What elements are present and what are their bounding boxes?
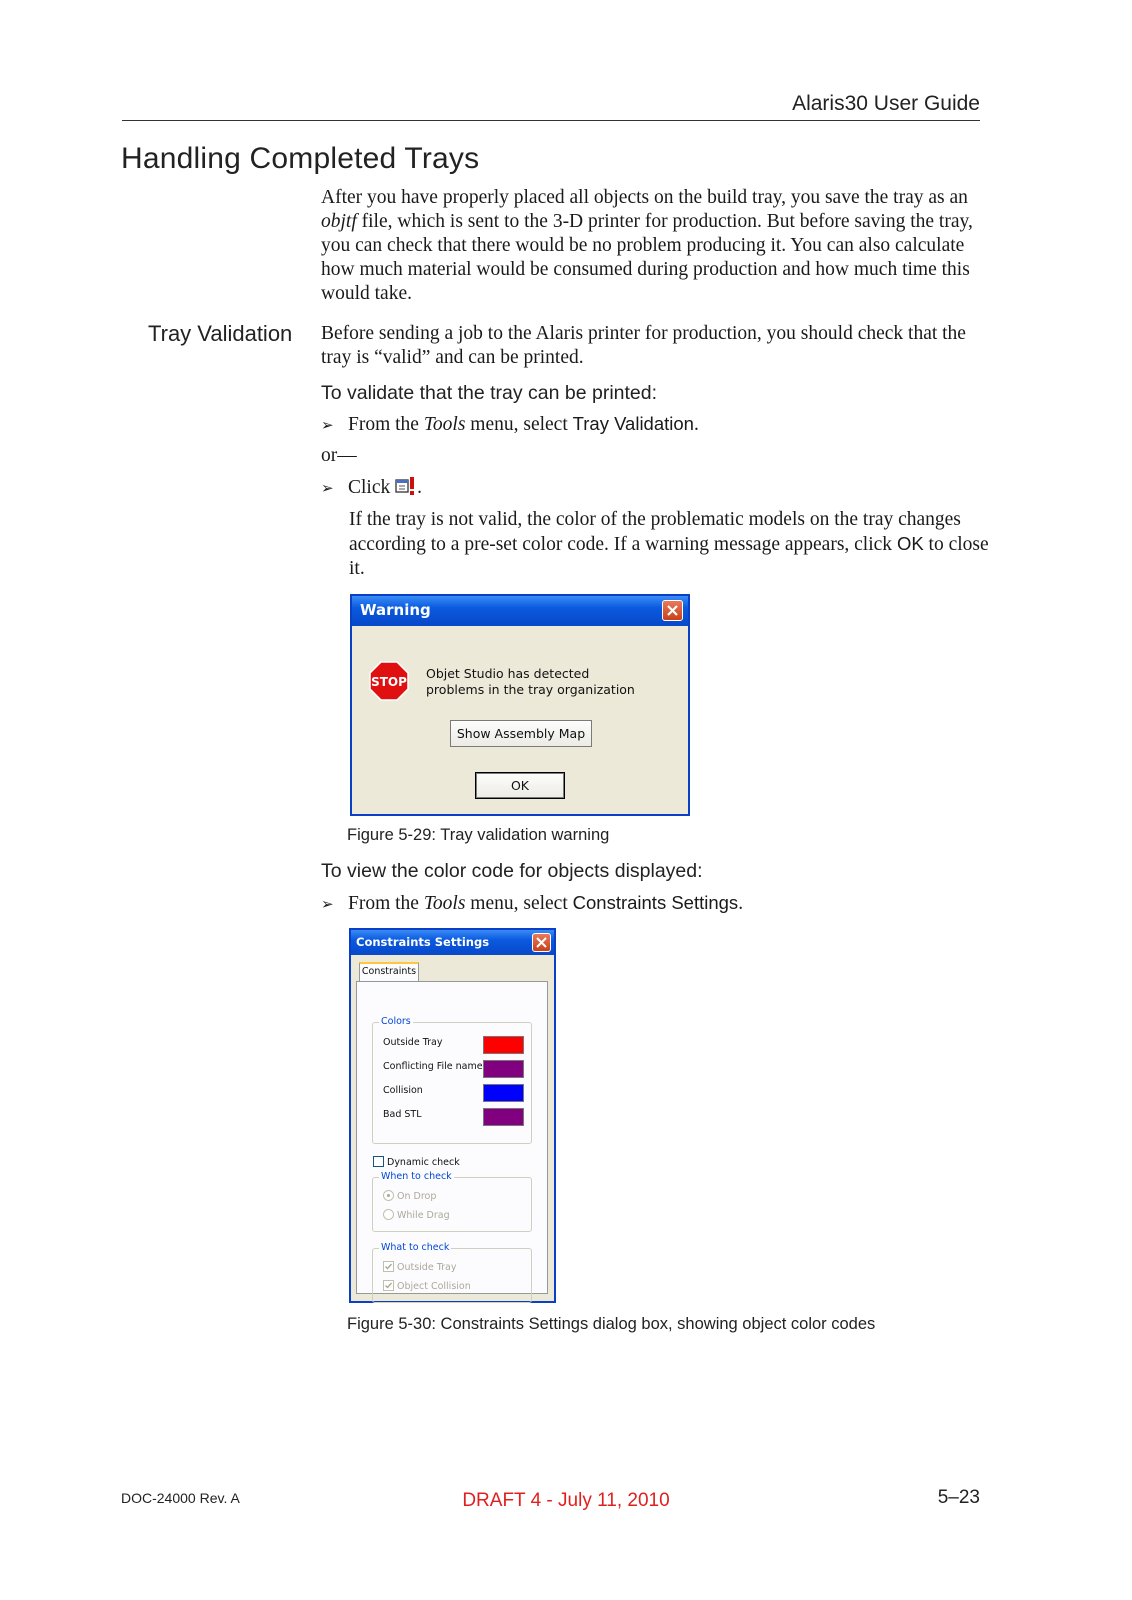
intro-text-2: file, which is sent to the 3-D printer for production. But before saving the tray, you can check that there would be no problem producing it. You can also calculate how much material would be consumed during production and how much time this would take. — [321, 211, 973, 304]
menu-name: Tools — [423, 414, 466, 435]
result-text-1: If the tray is not valid, the color of the problematic models on the tray changes according to a pre-set color code. If a warning message appears, click — [349, 509, 961, 555]
dynamic-check-row[interactable] — [373, 1156, 460, 1168]
colors-group — [372, 1016, 532, 1144]
bullet-arrow-icon: ➢ — [321, 479, 334, 497]
step-text: . — [417, 477, 422, 498]
close-button[interactable] — [532, 933, 551, 952]
step-text: From the — [348, 414, 424, 435]
close-icon — [666, 604, 679, 617]
colors-group-label: Colors — [381, 1016, 411, 1027]
checkbox-label: Outside Tray — [397, 1262, 457, 1273]
intro-filetype: objtf — [321, 211, 357, 232]
warning-dialog — [350, 594, 690, 816]
bullet-arrow-icon: ➢ — [321, 895, 334, 913]
color-swatch-collision[interactable] — [483, 1084, 524, 1102]
result-text-2: to close it. — [349, 534, 989, 579]
procedure-heading-color-code: To view the color code for objects displayed: — [321, 860, 703, 882]
step-text: From the — [348, 893, 424, 914]
dynamic-check-checkbox[interactable] — [373, 1156, 384, 1167]
checkbox-checked-icon — [383, 1280, 394, 1291]
color-label-conflicting-file-name: Conflicting File name — [383, 1061, 483, 1072]
constraints-settings-dialog — [349, 928, 556, 1303]
validation-paragraph: Before sending a job to the Alaris printer for production, you should check that the tray is “valid” and can be printed. — [321, 323, 966, 368]
tab-constraints[interactable]: Constraints — [359, 962, 419, 982]
footer-doc-id: DOC-24000 Rev. A — [121, 1490, 240, 1506]
color-label-bad-stl: Bad STL — [383, 1109, 422, 1120]
color-swatch-bad-stl[interactable] — [483, 1108, 524, 1126]
step-text: menu, select — [465, 893, 573, 914]
when-to-check-label: When to check — [381, 1171, 452, 1182]
checkbox-label: Object Collision — [397, 1281, 471, 1292]
step-click-icon — [321, 476, 422, 500]
header-rule — [122, 120, 980, 121]
or-separator: or— — [321, 445, 357, 466]
constraints-tab-panel — [356, 981, 548, 1294]
close-icon — [535, 936, 548, 949]
radio-selected-icon — [383, 1190, 394, 1201]
color-swatch-conflicting-file-name[interactable] — [483, 1060, 524, 1078]
ok-button[interactable]: OK — [475, 772, 565, 799]
check-outside-tray[interactable] — [383, 1261, 456, 1273]
command-name: Tray Validation — [572, 413, 694, 434]
what-to-check-label: What to check — [381, 1242, 450, 1253]
section-title: Handling Completed Trays — [121, 142, 480, 175]
checkbox-checked-icon — [383, 1261, 394, 1272]
ok-term: OK — [896, 533, 924, 554]
warning-message-line: Objet Studio has detected — [426, 666, 590, 681]
step-tools-menu — [321, 412, 699, 437]
running-header: Alaris30 User Guide — [792, 92, 980, 115]
step-text: Click — [348, 477, 396, 498]
command-name: Constraints Settings — [572, 892, 739, 913]
footer-draft-stamp: DRAFT 4 - July 11, 2010 — [462, 1490, 670, 1511]
close-button[interactable] — [662, 600, 683, 621]
constraints-title: Constraints Settings — [356, 935, 490, 949]
warning-title: Warning — [360, 601, 431, 619]
color-swatch-outside-tray[interactable] — [483, 1036, 524, 1054]
radio-on-drop[interactable] — [383, 1190, 436, 1202]
step-text: . — [693, 414, 699, 435]
radio-empty-icon — [383, 1209, 394, 1220]
stop-sign-icon — [369, 661, 409, 701]
menu-name: Tools — [423, 893, 466, 914]
step-text: menu, select — [465, 414, 573, 435]
when-to-check-group — [372, 1171, 532, 1232]
stop-sign-label: STOP — [371, 675, 407, 689]
bullet-arrow-icon: ➢ — [321, 416, 334, 434]
figure-caption: Figure 5-30: Constraints Settings dialog box, showing object color codes — [347, 1315, 876, 1333]
tray-validation-icon — [395, 476, 417, 496]
warning-body — [355, 626, 685, 811]
intro-paragraph — [321, 186, 981, 306]
show-assembly-map-button[interactable]: Show Assembly Map — [450, 720, 592, 747]
result-paragraph — [349, 508, 989, 581]
step-text: . — [738, 893, 744, 914]
constraints-titlebar — [351, 930, 554, 955]
step-constraints-settings — [321, 891, 743, 916]
radio-label: While Drag — [397, 1210, 450, 1221]
figure-caption: Figure 5-29: Tray validation warning — [347, 826, 610, 844]
warning-message-line: problems in the tray organization — [426, 682, 635, 697]
procedure-heading-validate: To validate that the tray can be printed: — [321, 382, 658, 404]
intro-text-1: After you have properly placed all objects on the build tray, you save the tray as an — [321, 187, 968, 208]
what-to-check-group — [372, 1242, 532, 1303]
radio-label: On Drop — [397, 1191, 437, 1202]
color-label-collision: Collision — [383, 1085, 423, 1096]
warning-titlebar — [352, 596, 688, 626]
radio-while-drag[interactable] — [383, 1209, 450, 1221]
side-heading-tray-validation: Tray Validation — [148, 321, 293, 346]
color-label-outside-tray: Outside Tray — [383, 1037, 443, 1048]
page-number: 5–23 — [937, 1487, 980, 1508]
dynamic-check-label: Dynamic check — [387, 1157, 460, 1168]
check-object-collision[interactable] — [383, 1280, 471, 1292]
warning-message — [426, 666, 635, 698]
